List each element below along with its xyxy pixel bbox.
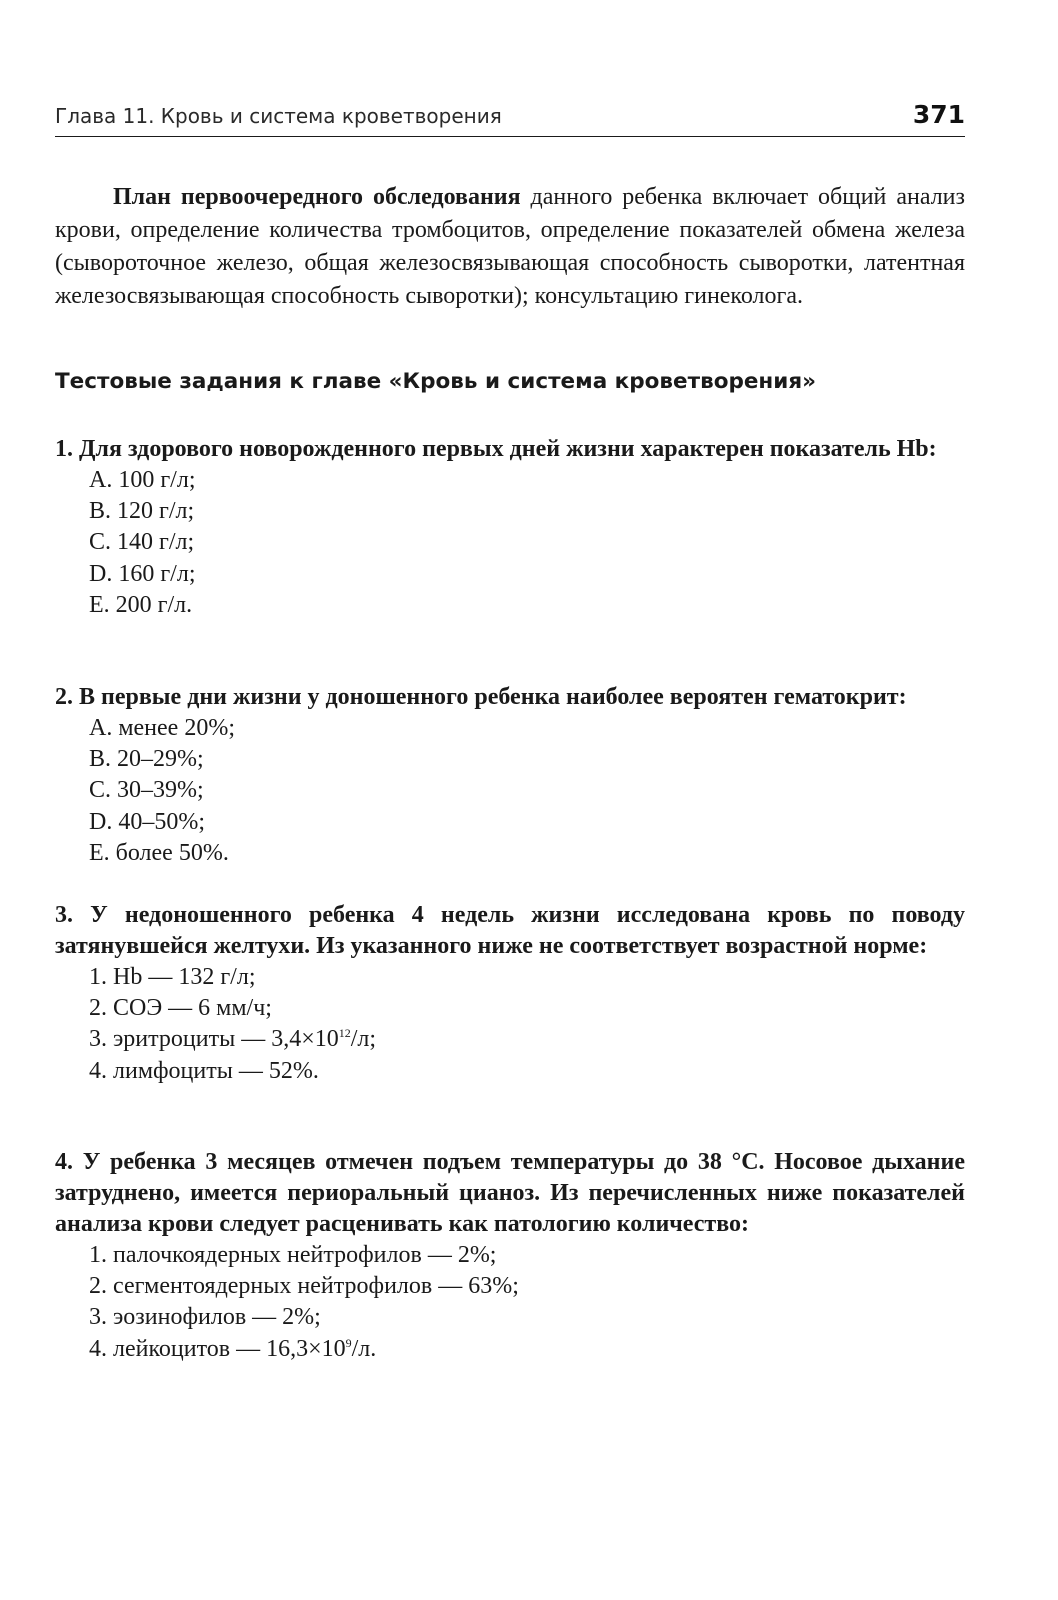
question-stem: У ребенка 3 месяцев отмечен подъем температуры до 38 °С. Носовое дыхание затруднено, имеется периоральный цианоз. Из перечисленных ниже показателей анализа крови следует расценивать как патологию количество: (55, 1149, 965, 1237)
option-unit: /л. (351, 1335, 377, 1362)
option-exponent: 9 (345, 1335, 352, 1350)
answer-option: A. 100 г/л; (89, 467, 196, 493)
question-text (55, 1147, 965, 1240)
page-number: 371 (912, 100, 965, 129)
answer-option: A. менее 20%; (89, 715, 235, 741)
question-block (55, 434, 965, 621)
question-block (55, 682, 965, 869)
answer-option (89, 1024, 965, 1055)
intro-paragraph (55, 181, 965, 313)
intro-text: данного ребенка включает общий анализ крови, определение количества тромбоцитов, определение показателей обмена железа (сывороточное железо, общая железосвязывающая способность сыворотки, латентная железосвязывающая способность сыворотки); консультацию гинеколога. (55, 184, 965, 309)
question-number: 3. (55, 902, 73, 928)
option-exponent: 12 (338, 1026, 351, 1041)
answer-options (55, 962, 965, 1087)
answer-option: 4. лимфоциты — 52%. (89, 1057, 319, 1084)
question-number: 1. (55, 436, 73, 462)
option-text: 4. лейкоцитов — 16,3×10 (89, 1335, 346, 1362)
question-text (55, 900, 965, 962)
answer-option: B. 20–29%; (89, 746, 204, 773)
answer-options (55, 713, 965, 869)
answer-option: B. 120 г/л; (89, 498, 195, 525)
running-header (55, 100, 965, 137)
answer-option: 1. палочкоядерных нейтрофилов — 2%; (89, 1242, 497, 1268)
section-heading: Тестовые задания к главе «Кровь и система кроветворения» (55, 369, 817, 394)
answer-option (89, 1334, 965, 1365)
question-number: 2. (55, 684, 73, 710)
question-text (55, 682, 965, 713)
question-number: 4. (55, 1149, 73, 1175)
answer-options (55, 1240, 965, 1365)
question-stem: Для здорового новорожденного первых дней жизни характерен показатель Hb: (79, 436, 937, 462)
question-block (55, 1147, 965, 1365)
option-unit: /л; (350, 1026, 377, 1053)
option-text: 3. эритроциты — 3,4×10 (89, 1026, 339, 1053)
answer-option: 3. эозинофилов — 2%; (89, 1304, 321, 1331)
answer-options (55, 465, 965, 621)
chapter-title: Глава 11. Кровь и система кроветворения (55, 104, 502, 128)
answer-option: E. более 50%. (89, 839, 229, 866)
question-text (55, 434, 965, 465)
answer-option: C. 140 г/л; (89, 529, 195, 556)
answer-option: 1. Hb — 132 г/л; (89, 964, 256, 990)
intro-bold-lead: План первоочередного обследования (113, 184, 521, 210)
answer-option: C. 30–39%; (89, 777, 204, 804)
question-stem: У недоношенного ребенка 4 недель жизни исследована кровь по поводу затянувшейся желтухи. Из указанного ниже не соответствует возрастной норме: (55, 902, 965, 959)
answer-option: D. 160 г/л; (89, 560, 196, 587)
answer-option: 2. сегментоядерных нейтрофилов — 63%; (89, 1273, 519, 1300)
answer-option: E. 200 г/л. (89, 591, 193, 618)
answer-option: 2. СОЭ — 6 мм/ч; (89, 995, 272, 1022)
answer-option: D. 40–50%; (89, 808, 205, 835)
question-block (55, 900, 965, 1087)
question-stem: В первые дни жизни у доношенного ребенка наиболее вероятен гематокрит: (79, 684, 907, 710)
